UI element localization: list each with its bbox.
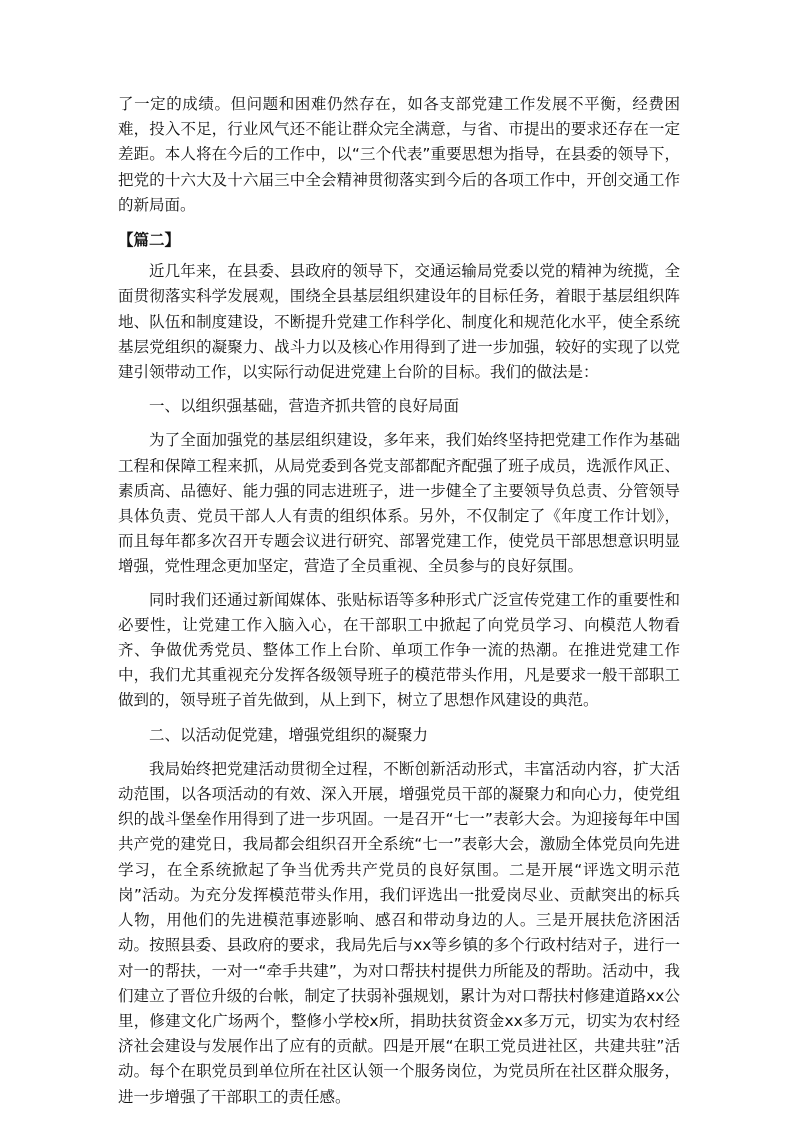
paragraph-intro: 近几年来，在县委、县政府的领导下，交通运输局党委以党的精神为统揽，全面贯彻落实科学发展观，围绕全县基层组织建设年的目标任务，着眼于基层组织阵地、队伍和制度建设，不断提升党建工作科学化、制度化和规范化水平，使全系统基层党组织的凝聚力、战斗力以及核心作用得到了进一步加强，较好的实现了以党建引领带动工作，以实际行动促进党建上台阶的目标。我们的做法是： bbox=[118, 262, 680, 382]
paragraph-organization: 为了全面加强党的基层组织建设，多年来，我们始终坚持把党建工作作为基础工程和保障工程来抓，从局党委到各党支部都配齐配强了班子成员，选派作风正、素质高、品德好、能力强的同志进班子，进一步健全了主要领导负总责、分管领导具体负责、党员干部人人有责的组织体系。另外，不仅制定了《年度工作计划》，而且每年都多次召开专题会议进行研究、部署党建工作，使党员干部思想意识明显增强，党性理念更加坚定，营造了全员重视、全员参与的良好氛围。 bbox=[118, 431, 680, 576]
paragraph-activities: 我局始终把党建活动贯彻全过程，不断创新活动形式，丰富活动内容，扩大活动范围，以各项活动的有效、深入开展，增强党员干部的凝聚力和向心力，使党组织的战斗堡垒作用得到了进一步巩固。一是召开“七一”表彰大会。为迎接每年中国共产党的建党日，我局都会组织召开全系统“七一”表彰大会，激励全体党员向先进学习，在全系统掀起了争当优秀共产党员的良好氛围。二是开展“评选文明示范岗”活动。为充分发挥模范带头作用，我们评选出一批爱岗尽业、贡献突出的标兵人物，用他们的先进模范事迹影响、感召和带动身边的人。三是开展扶危济困活动。按照县委、县政府的要求，我局先后与xx等乡镇的多个行政村结对子，进行一对一的帮扶，一对一“牵手共建”，为对口帮扶村提供力所能及的帮助。活动中，我们建立了晋位升级的台帐，制定了扶弱补强规划，累计为对口帮扶村修建道路xx公里，修建文化广场两个，整修小学校x所，捐助扶贫资金xx多万元，切实为农村经济社会建设与发展作出了应有的贡献。四是开展“在职工党员进社区，共建共驻”活动。每个在职党员到单位所在社区认领一个服务岗位，为党员所在社区群众服务，进一步增强了干部职工的责任感。 bbox=[118, 759, 680, 1106]
paragraph-continuation: 了一定的成绩。但问题和困难仍然存在，如各支部党建工作发展不平衡，经费困难，投入不足，行业风气还不能让群众完全满意，与省、市提出的要求还存在一定差距。本人将在今后的工作中，以“三个代表”重要思想为指导，在县委的领导下，把党的十六大及十六届三中全会精神贯彻落实到今后的各项工作中，开创交通工作的新局面。 bbox=[118, 95, 680, 214]
paragraph-publicity: 同时我们还通过新闻媒体、张贴标语等多种形式广泛宣传党建工作的重要性和必要性，让党建工作入脑入心，在干部职工中掀起了向党员学习、向模范人物看齐、争做优秀党员、整体工作上台阶、单项工作争一流的热潮。在推进党建工作中，我们尤其重视充分发挥各级领导班子的模范带头作用，凡是要求一般干部职工做到的，领导班子首先做到，从上到下，树立了思想作风建设的典范。 bbox=[118, 590, 680, 710]
subheading-activities: 二、以活动促党建，增强党组织的凝聚力 bbox=[149, 725, 429, 744]
document-body bbox=[118, 92, 680, 1110]
section-heading-pian-er: 【篇二】 bbox=[118, 231, 181, 250]
subheading-organization: 一、以组织强基础，营造齐抓共管的良好局面 bbox=[149, 397, 460, 416]
